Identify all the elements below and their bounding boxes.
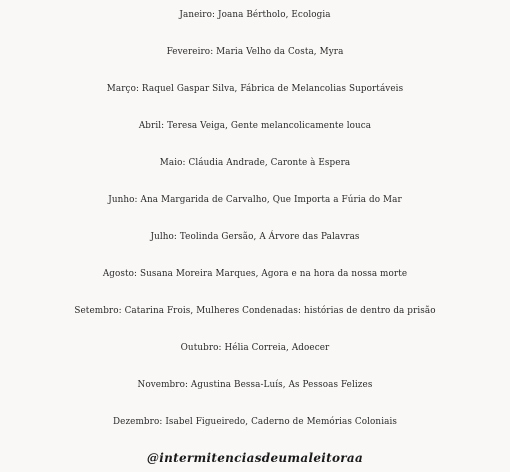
list-item-june: Junho: Ana Margarida de Carvalho, Que Importa a Fúria do Mar <box>108 195 402 205</box>
list-item-march: Março: Raquel Gaspar Silva, Fábrica de Melancolias Suportáveis <box>106 84 404 94</box>
account-handle: @intermitenciasdeumaleitoraa <box>146 451 364 465</box>
list-item-february: Fevereiro: Maria Velho da Costa, Myra <box>166 47 344 57</box>
list-item-november: Novembro: Agustina Bessa-Luís, As Pessoas Felizes <box>137 380 373 390</box>
list-item-april: Abril: Teresa Veiga, Gente melancolicamente louca <box>138 121 372 131</box>
list-item-july: Julho: Teolinda Gersão, A Árvore das Palavras <box>150 232 360 242</box>
list-item-september: Setembro: Catarina Frois, Mulheres Condenadas: histórias de dentro da prisão <box>74 306 436 316</box>
list-item-october: Outubro: Hélia Correia, Adoecer <box>180 343 330 353</box>
list-item-august: Agosto: Susana Moreira Marques, Agora e na hora da nossa morte <box>102 269 408 279</box>
list-item-january: Janeiro: Joana Bértholo, Ecologia <box>179 10 331 20</box>
list-item-december: Dezembro: Isabel Figueiredo, Caderno de Memórias Coloniais <box>112 417 397 427</box>
list-item-may: Maio: Cláudia Andrade, Caronte à Espera <box>159 158 351 168</box>
